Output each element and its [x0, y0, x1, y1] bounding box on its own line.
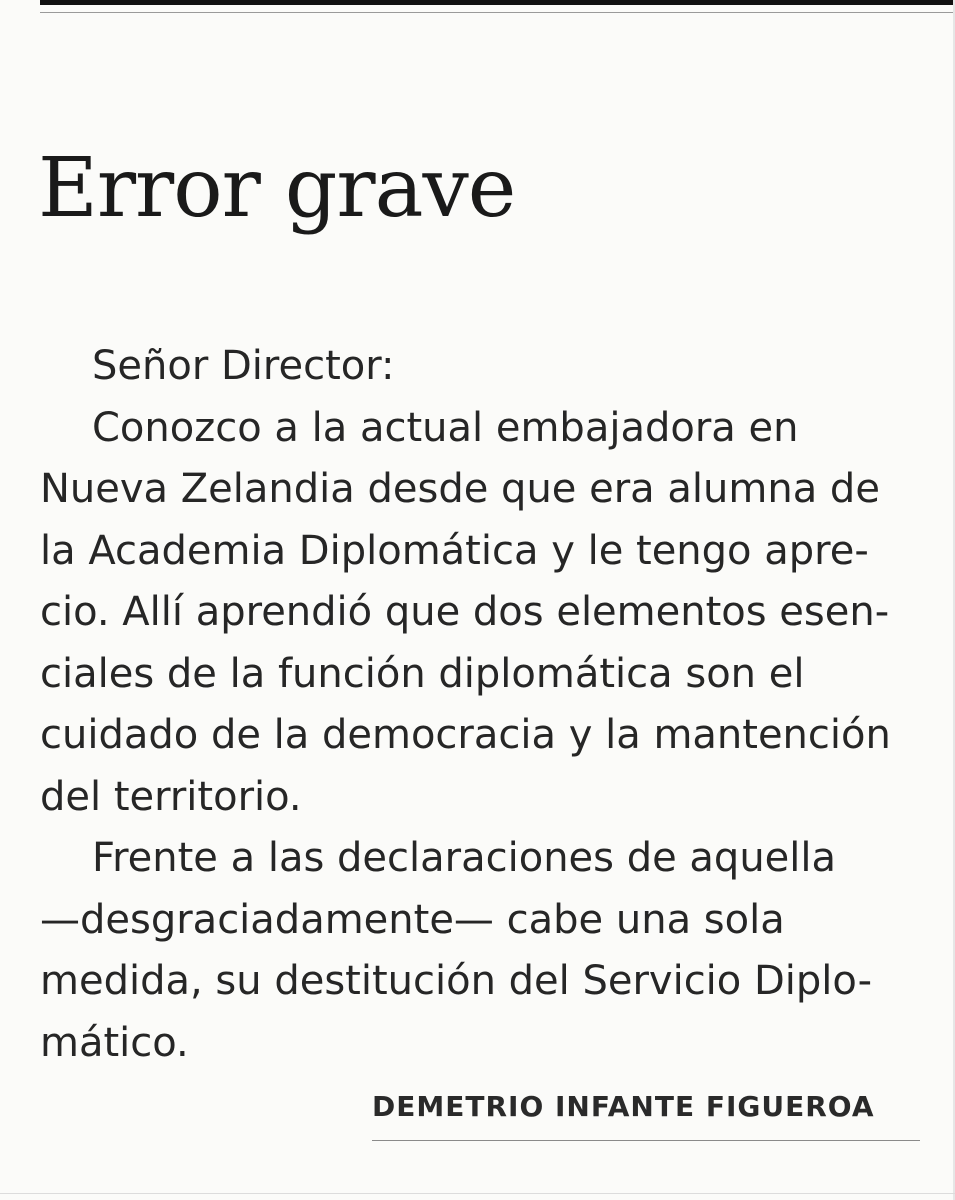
body-line: mático.: [40, 1019, 189, 1066]
signature-rule: [372, 1140, 920, 1141]
body-line: Nueva Zelandia desde que era alumna de: [40, 466, 880, 512]
body-line: cio. Allí aprendió que dos elementos esen-: [40, 589, 890, 635]
body-line: Conozco a la actual embajadora en: [92, 404, 799, 451]
author-signature: DEMETRIO INFANTE FIGUEROA: [372, 1090, 875, 1123]
body-line: Frente a las declaraciones de aquella: [92, 835, 837, 881]
body-line: del territorio.: [40, 773, 302, 820]
top-rule-thin: [40, 12, 955, 13]
salutation-line: Señor Director:: [92, 343, 395, 389]
letter-body: [40, 336, 920, 1074]
bottom-rule: [0, 1193, 955, 1194]
body-line: medida, su destitución del Servicio Diplo-: [40, 958, 873, 1004]
body-line: ciales de la función diplomática son el: [40, 650, 805, 697]
body-line: cuidado de la democracia y la mantención: [40, 712, 891, 758]
body-line: —desgraciadamente— cabe una sola: [40, 896, 785, 943]
top-rule-thick: [40, 0, 955, 5]
body-line: la Academia Diplomática y le tengo apre-: [40, 527, 869, 574]
letter-headline: Error grave: [38, 141, 516, 236]
